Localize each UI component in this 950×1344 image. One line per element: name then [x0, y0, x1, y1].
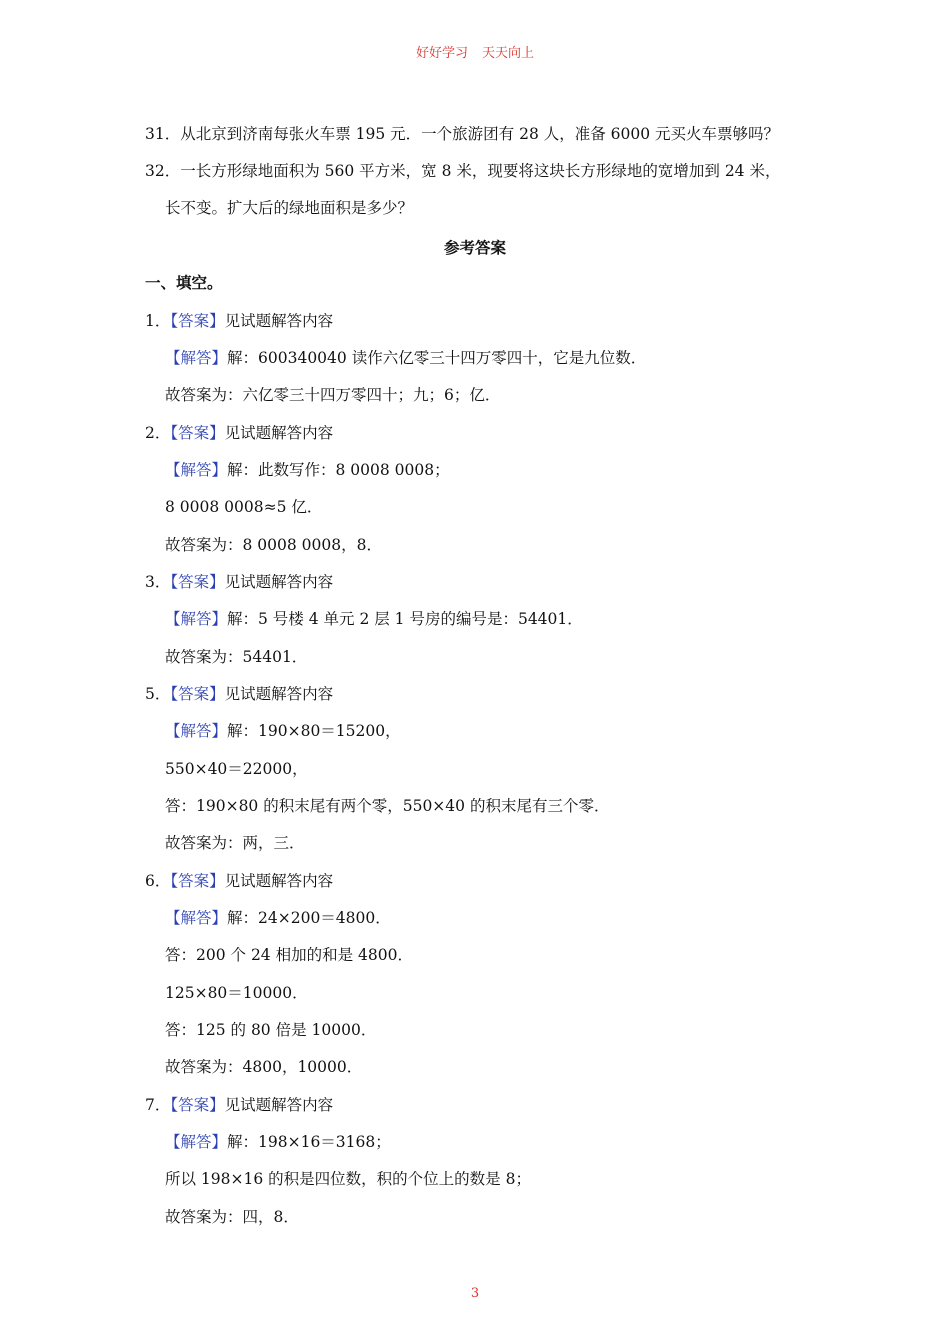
item-number: 2． [145, 424, 171, 442]
solution-tag: 【解答】 [165, 461, 228, 479]
page-number: 3 [470, 1286, 480, 1301]
solution-text: 解：190×80＝15200， [227, 722, 401, 740]
solution-text: 解：198×16＝3168； [227, 1133, 391, 1151]
question-32-continued: 长不变。扩大后的绿地面积是多少？ [165, 199, 414, 217]
solution-line: 答：125 的 80 倍是 10000． [165, 1021, 377, 1039]
solution-line: 故答案为：4800，10000． [165, 1058, 363, 1076]
question-number: 31． [145, 125, 181, 143]
solution-line: 故答案为：8 0008 0008，8． [165, 536, 382, 554]
header-right: 天天向上 [482, 46, 535, 61]
item-number: 7． [145, 1096, 171, 1114]
question-text: 一长方形绿地面积为 560 平方米，宽 8 米，现要将这块长方形绿地的宽增加到 24 米， [180, 162, 781, 180]
header-left: 好好学习 [415, 46, 468, 61]
solution-line: 550×40＝22000， [165, 760, 308, 778]
page-header [0, 42, 950, 61]
solution-tag: 【解答】 [165, 610, 228, 628]
solution-line [165, 1132, 391, 1152]
solution-line: 答：200 个 24 相加的和是 4800． [165, 946, 413, 964]
answer-item-5 [145, 684, 333, 704]
answer-tag: 【答案】 [170, 1096, 225, 1114]
solution-line: 故答案为：六亿零三十四万零四十；九；6；亿． [165, 386, 501, 404]
see-content: 见试题解答内容 [224, 685, 334, 703]
see-content: 见试题解答内容 [224, 424, 334, 442]
answer-item-7 [145, 1095, 333, 1115]
item-number: 1． [145, 312, 171, 330]
solution-line [165, 721, 401, 741]
item-number: 5． [145, 685, 171, 703]
question-text: 从北京到济南每张火车票 195 元．一个旅游团有 28 人，准备 6000 元买火车票够吗？ [180, 125, 780, 143]
solution-line: 故答案为：54401． [165, 648, 308, 666]
answer-tag: 【答案】 [170, 872, 225, 890]
solution-tag: 【解答】 [165, 722, 228, 740]
solution-line [165, 609, 583, 629]
answer-tag: 【答案】 [170, 312, 225, 330]
answer-item-2 [145, 423, 333, 443]
question-32 [145, 161, 780, 181]
see-content: 见试题解答内容 [224, 312, 334, 330]
solution-line: 故答案为：两，三． [165, 834, 305, 852]
answer-item-3 [145, 572, 333, 592]
see-content: 见试题解答内容 [224, 1096, 334, 1114]
solution-line: 故答案为：四，8． [165, 1208, 299, 1226]
answer-item-1 [145, 311, 333, 331]
solution-tag: 【解答】 [165, 349, 228, 367]
solution-line [165, 908, 391, 928]
solution-text: 解：24×200＝4800． [227, 909, 391, 927]
item-number: 3． [145, 573, 171, 591]
section-heading: 一、填空。 [145, 273, 223, 292]
solution-text: 解：此数写作：8 0008 0008； [227, 461, 450, 479]
answer-tag: 【答案】 [170, 573, 225, 591]
see-content: 见试题解答内容 [224, 573, 334, 591]
solution-text: 解：600340040 读作六亿零三十四万零四十，它是九位数． [227, 349, 647, 367]
solution-line: 答：190×80 的积末尾有两个零，550×40 的积末尾有三个零． [165, 797, 610, 815]
see-content: 见试题解答内容 [224, 872, 334, 890]
answers-title: 参考答案 [443, 238, 506, 257]
solution-tag: 【解答】 [165, 1133, 228, 1151]
answer-tag: 【答案】 [170, 424, 225, 442]
solution-line: 125×80＝10000． [165, 984, 308, 1002]
solution-line [165, 348, 646, 368]
solution-line: 8 0008 0008≈5 亿． [165, 498, 323, 516]
question-31 [145, 124, 779, 144]
answer-tag: 【答案】 [170, 685, 225, 703]
solution-tag: 【解答】 [165, 909, 228, 927]
solution-text: 解：5 号楼 4 单元 2 层 1 号房的编号是：54401． [227, 610, 583, 628]
answer-item-6 [145, 871, 333, 891]
solution-line [165, 460, 450, 480]
solution-line: 所以 198×16 的积是四位数，积的个位上的数是 8； [165, 1170, 531, 1188]
item-number: 6． [145, 872, 171, 890]
question-number: 32． [145, 162, 181, 180]
